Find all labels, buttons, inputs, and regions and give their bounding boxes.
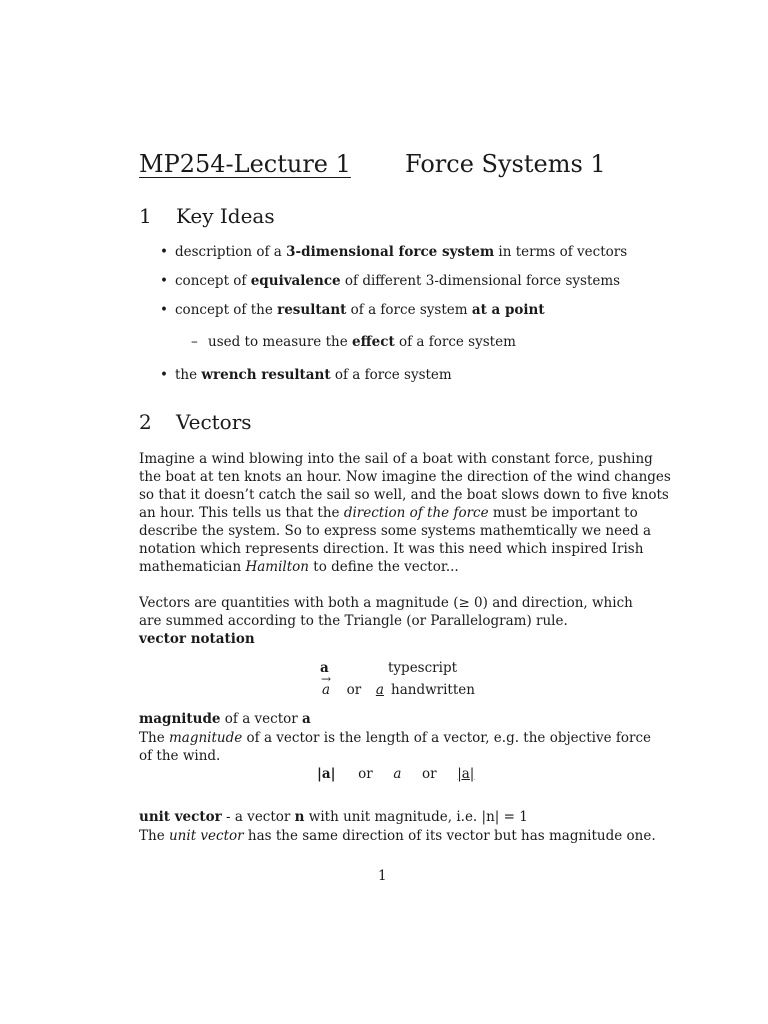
notation-typescript-label: typescript <box>388 660 458 676</box>
bullet-dot-icon: • <box>160 367 168 383</box>
vector-notation-heading: vector notation <box>139 631 255 647</box>
page-number: 1 <box>378 868 387 884</box>
section-title: Key Ideas <box>176 204 275 228</box>
notation-handwritten-label: handwritten <box>391 682 475 698</box>
paragraph-line: Imagine a wind blowing into the sail of a boat with constant force, pushing <box>139 451 653 467</box>
paragraph-line: The magnitude of a vector is the length of a vector, e.g. the objective force <box>139 730 651 746</box>
section-2-heading <box>139 410 439 436</box>
unit-vector-description: The unit vector has the same direction of its vector but has magnitude one. <box>139 828 656 844</box>
notation-handwritten-symbols: → a or a <box>322 682 384 698</box>
paragraph-line: the boat at ten knots an hour. Now imagine the direction of the wind changes <box>139 469 671 485</box>
paragraph-line: are summed according to the Triangle (or Parallelogram) rule. <box>139 613 568 629</box>
section-number: 1 <box>139 204 152 228</box>
vector-underline-symbol: a <box>375 682 384 698</box>
paragraph-line: so that it doesn’t catch the sail so well, and the boat slows down to five knots <box>139 487 669 503</box>
dash-icon: – <box>191 334 198 350</box>
unit-vector-line: unit vector - a vector n with unit magnitude, i.e. |n| = 1 <box>139 809 528 825</box>
paragraph-line: notation which represents direction. It was this need which inspired Irish <box>139 541 644 557</box>
bullet-item: • description of a 3-dimensional force system in terms of vectors <box>160 244 628 260</box>
bullet-item: • concept of the resultant of a force system at a point <box>160 302 545 318</box>
bullet-item: • the wrench resultant of a force system <box>160 367 452 383</box>
bullet-item: • concept of equivalence of different 3-dimensional force systems <box>160 273 621 289</box>
paragraph-vector-definition <box>139 594 633 630</box>
paragraph-line: an hour. This tells us that the direction of the force must be important to <box>139 505 638 521</box>
paragraph-line: Vectors are quantities with both a magnitude (≥ 0) and direction, which <box>139 595 633 611</box>
document-title-course: MP254-Lecture 1 <box>139 150 351 178</box>
notation-typescript-symbol: a <box>320 660 329 676</box>
bullet-dot-icon: • <box>160 273 168 289</box>
bullet-dot-icon: • <box>160 302 168 318</box>
paragraph-magnitude <box>139 729 651 765</box>
paragraph-line: of the wind. <box>139 748 221 764</box>
bullet-dot-icon: • <box>160 244 168 260</box>
vector-arrow-symbol: → a <box>322 682 330 698</box>
sub-bullet-item: – used to measure the effect of a force system <box>191 334 516 350</box>
paragraph-line: mathematician Hamilton to define the vector... <box>139 559 459 575</box>
magnitude-heading: magnitude of a vector a <box>139 711 311 727</box>
section-title: Vectors <box>176 410 252 434</box>
paragraph-line: describe the system. So to express some systems mathemtically we need a <box>139 523 652 539</box>
paragraph-wind-example <box>139 450 671 576</box>
magnitude-formula: |a| or a or |a| <box>317 766 475 782</box>
section-number: 2 <box>139 410 152 434</box>
document-title-topic: Force Systems 1 <box>405 150 606 178</box>
section-1-heading <box>139 204 439 230</box>
